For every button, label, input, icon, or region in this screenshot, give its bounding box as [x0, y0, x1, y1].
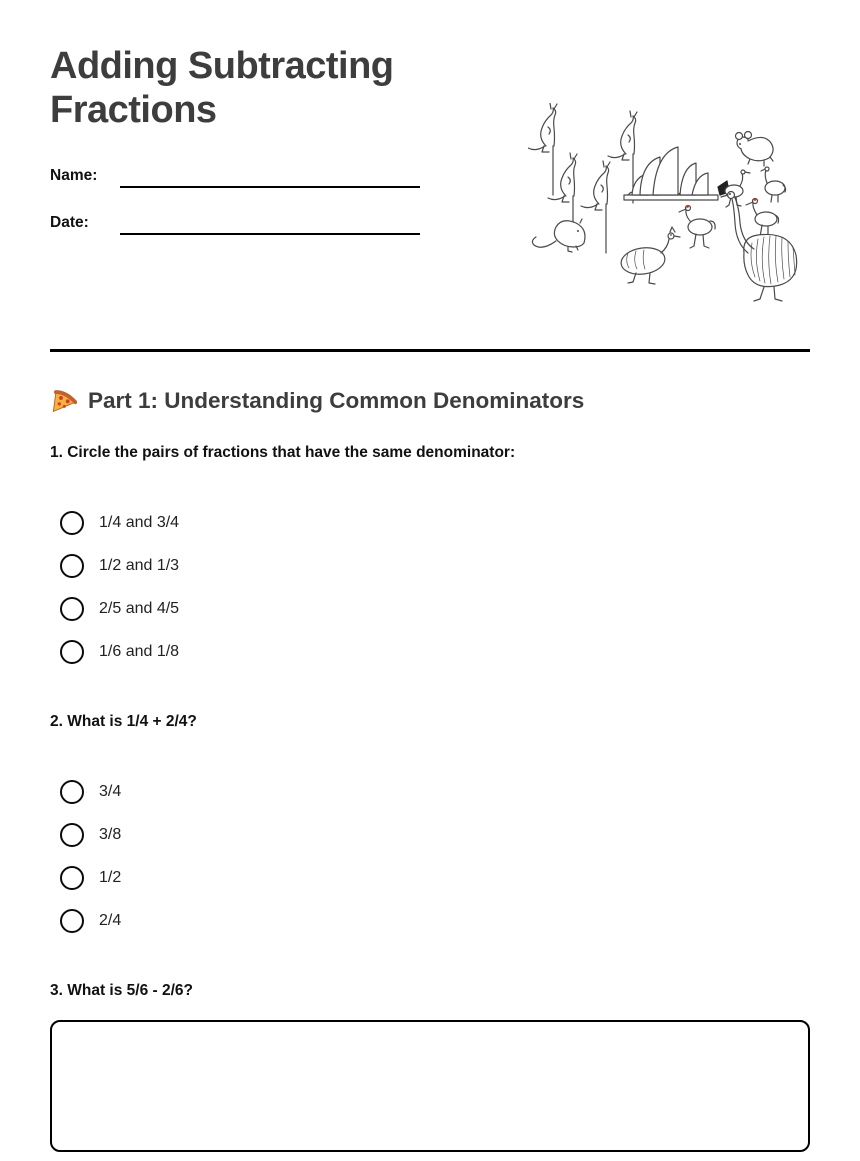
- question-2-prompt: 2. What is 1/4 + 2/4?: [50, 713, 197, 730]
- black-tailed-bird-drawing: [718, 170, 750, 207]
- option-label: 1/6 and 1/8: [99, 643, 180, 660]
- date-field-row: [50, 211, 420, 235]
- brolga-drawing: [746, 198, 779, 240]
- q2-option-4[interactable]: [60, 909, 121, 933]
- date-label: Date:: [50, 214, 89, 231]
- cassowary-drawing: [619, 227, 680, 284]
- emu-drawing: [721, 192, 797, 302]
- radio-button[interactable]: [60, 823, 84, 847]
- q1-option-3[interactable]: [60, 597, 179, 621]
- question-1-prompt: 1. Circle the pairs of fractions that have the same denominator:: [50, 444, 516, 461]
- q1-option-4[interactable]: [60, 640, 179, 664]
- q2-option-2[interactable]: [60, 823, 121, 847]
- radio-button[interactable]: [60, 909, 84, 933]
- date-input-line[interactable]: [120, 211, 420, 235]
- option-label: 1/4 and 3/4: [99, 514, 180, 531]
- australian-animals-illustration: [528, 103, 808, 303]
- radio-button[interactable]: [60, 780, 84, 804]
- radio-button[interactable]: [60, 866, 84, 890]
- q2-option-3[interactable]: [60, 866, 121, 890]
- option-label: 3/4: [99, 783, 122, 800]
- opera-house-drawing: [624, 147, 718, 200]
- question-3-prompt: 3. What is 5/6 - 2/6?: [50, 982, 193, 999]
- option-label: 1/2: [99, 869, 122, 886]
- numbat-drawing: [532, 219, 585, 252]
- section-heading: Part 1: Understanding Common Denominators: [88, 387, 585, 413]
- section-header: [50, 386, 584, 415]
- option-label: 2/4: [99, 912, 122, 929]
- crane-drawing: [679, 205, 715, 248]
- q3-answer-box[interactable]: [50, 1020, 810, 1152]
- koala-drawing: [736, 132, 774, 167]
- radio-button[interactable]: [60, 640, 84, 664]
- option-label: 1/2 and 1/3: [99, 557, 180, 574]
- radio-button[interactable]: [60, 511, 84, 535]
- radio-button[interactable]: [60, 554, 84, 578]
- option-label: 2/5 and 4/5: [99, 600, 180, 617]
- name-label: Name:: [50, 167, 98, 184]
- pizza-icon: [50, 386, 77, 415]
- q1-option-1[interactable]: [60, 511, 179, 535]
- name-field-row: [50, 164, 420, 188]
- q2-option-1[interactable]: [60, 780, 121, 804]
- section-divider: [50, 349, 810, 352]
- magpie-goose-drawing: [761, 167, 786, 202]
- radio-button[interactable]: [60, 597, 84, 621]
- q1-option-2[interactable]: [60, 554, 179, 578]
- option-label: 3/8: [99, 826, 122, 843]
- name-input-line[interactable]: [120, 164, 420, 188]
- page-title: Adding Subtracting Fractions: [50, 45, 394, 131]
